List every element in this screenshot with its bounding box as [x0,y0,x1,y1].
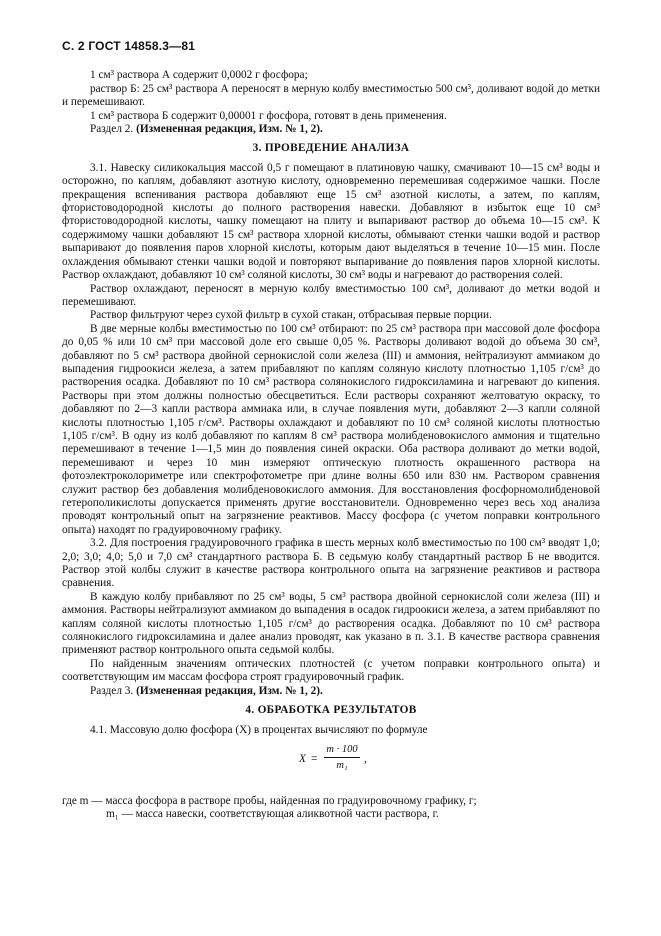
formula-equals: = [311,752,318,765]
paragraph: 4.1. Массовую долю фосфора (X) в процентах вычисляют по формуле [90,723,428,736]
section-title: 3. ПРОВЕДЕНИЕ АНАЛИЗА [252,142,410,155]
legend-line: где m — масса фосфора в растворе пробы, найденная по градуировочному графику, г; [62,794,477,807]
paragraph: В две мерные колбы вместимостью по 100 см³ отбирают: по 25 см³ раствора при массовой доле фосфора до 0,05 % или 10 см³ при массовой доле его свыше 0,05 %. Растворы доливают водой до объема 30 см³, добавляют по 5 см³ раствора двойной сернокислой соли железа (III) и аммония, нейтрализуют аммиаком до выпадения гидроокиси железа, а затем прибавляют по каплям соляную кислоту плотностью 1,105 г/см³ до растворения осадка. Добавляют по 10 см³ раствора солянокислого гидроксиламина и нагревают до кипения. Растворы при этом должны полностью обесцветиться. Если растворы сохраняют желтоватую окраску, то добавляют по 2—3 капли раствора аммиака или, в случае появления мути, добавляют 2—3 капли соляной кислоты плотностью 1,105 г/см³. Растворы охлаждают и добавляют по 10 см³ соляной кислоты плотностью 1,105 г/см³. В одну из колб добавляют по каплям 8 см³ раствора молибденовокислого аммония и тщательно перемешивают в течение 1—1,5 мин до появления синей окраски. Оба раствора доливают до метки водой, перемешивают и через 10 мин измеряют оптическую плотность окрашенного раствора на фотоэлектроколориметре или спектрофотометре при длине волны 650 или 830 нм. Раствором сравнения служит раствор без добавления молибденовокислого аммония. Для восстановления фосфорномолибденовой гетерополикислоты допускается применять другие восстановители. Одновременно через весь ход анализа проводят контрольный опыт на загрязнение реактивов. Массу фосфора (с учетом поправки контрольного опыта) находят по градуировочному графику. [62,322,600,536]
formula-comma: , [364,752,367,765]
paragraph: В каждую колбу прибавляют по 25 см³ воды, 5 см³ раствора двойной сернокислой соли железа (III) и аммония. Растворы нейтрализуют аммиаком до выпадения в осадок гидроокиси железа, а затем прибавляют по каплям соляной кислоты плотностью 1,105 г/см³ до растворения осадка. Добавляют по 10 см³ раствора солянокислого гидроксиламина и далее анализ проводят, как указано в п. 3.1. В качестве раствора сравнения применяют раствор контрольного опыта седьмой колбы. [62,590,600,657]
edit-prefix: Раздел 3. [90,684,137,697]
section-title: 4. ОБРАБОТКА РЕЗУЛЬТАТОВ [245,704,417,717]
paragraph: 1 см³ раствора А содержит 0,0002 г фосфора; [90,69,308,82]
formula-fraction [324,743,360,773]
legend-line: m₁ — масса навески, соответствующая аликвотной части раствора, г. [106,808,439,821]
edit-note [62,685,600,698]
formula [62,743,600,779]
paragraph: Раствор охлаждают, переносят в мерную колбу вместимостью 100 см³, доливают до метки водой и перемешивают. [62,282,600,308]
paragraph: Раствор фильтруют через сухой фильтр в сухой стакан, отбрасывая первые порции. [90,309,492,322]
document-page [62,40,600,822]
paragraph: 1 см³ раствора Б содержит 0,00001 г фосфора, готовят в день применения. [90,109,447,122]
edit-prefix: Раздел 2. [90,123,137,136]
paragraph: 3.1. Навеску силикокальция массой 0,5 г помещают в платиновую чашку, смачивают 10—15 см³ воды и осторожно, по каплям, добавляют азотную кислоту, одновременно перемешивая содержимое чашки. После прекращения вспенивания раствора добавляют еще 15 см³ азотной кислоты, а затем, по каплям, фтористоводородной кислоты до полного растворения навески. Добавляют в избыток еще 10 см³ фтористоводородной кислоты, чашку помещают на плиту и выпаривают раствор до объема 10—15 см³. К содержимому чашки добавляют 15 см³ раствора хлорной кислоты, обмывают стенки чашки водой и раствор выпаривают до появления паров хлорной кислоты, которым дают выделяться в течение 10—15 мин. После охлаждения обмывают стенки чашки водой и повторяют выпаривание до появления паров хлорной кислоты. Раствор охлаждают, добавляют 10 см³ соляной кислоты, 30 см³ воды и нагревают до растворения солей. [62,161,600,282]
formula-denominator: m₁ [336,760,348,772]
formula-numerator: m · 100 [324,743,360,758]
edit-text: (Измененная редакция, Изм. № 1, 2). [136,123,323,136]
edit-note [62,123,600,136]
paragraph: По найденным значениям оптических плотностей (с учетом поправки контрольного опыта) и соответствующим им массам фосфора строят градуировочный график. [62,657,600,684]
paragraph: 3.2. Для построения градуировочного графика в шесть мерных колб вместимостью по 100 см³ вводят 1,0; 2,0; 3,0; 4,0; 5,0 и 7,0 см³ стандартного раствора Б. В седьмую колбу стандартный раствор Б не вводится. Раствор этой колбы служит в качестве раствора контрольного опыта на загрязнение реактивов и раствора сравнения. [62,537,600,590]
edit-text: (Измененная редакция, Изм. № 1, 2). [136,684,323,697]
page-header: С. 2 ГОСТ 14858.3—81 [62,39,196,53]
formula-lhs: X [299,752,306,765]
paragraph: раствор Б: 25 см³ раствора А переносят в мерную колбу вместимостью 500 см³, доливают водой до метки и перемешивают. [62,82,600,109]
